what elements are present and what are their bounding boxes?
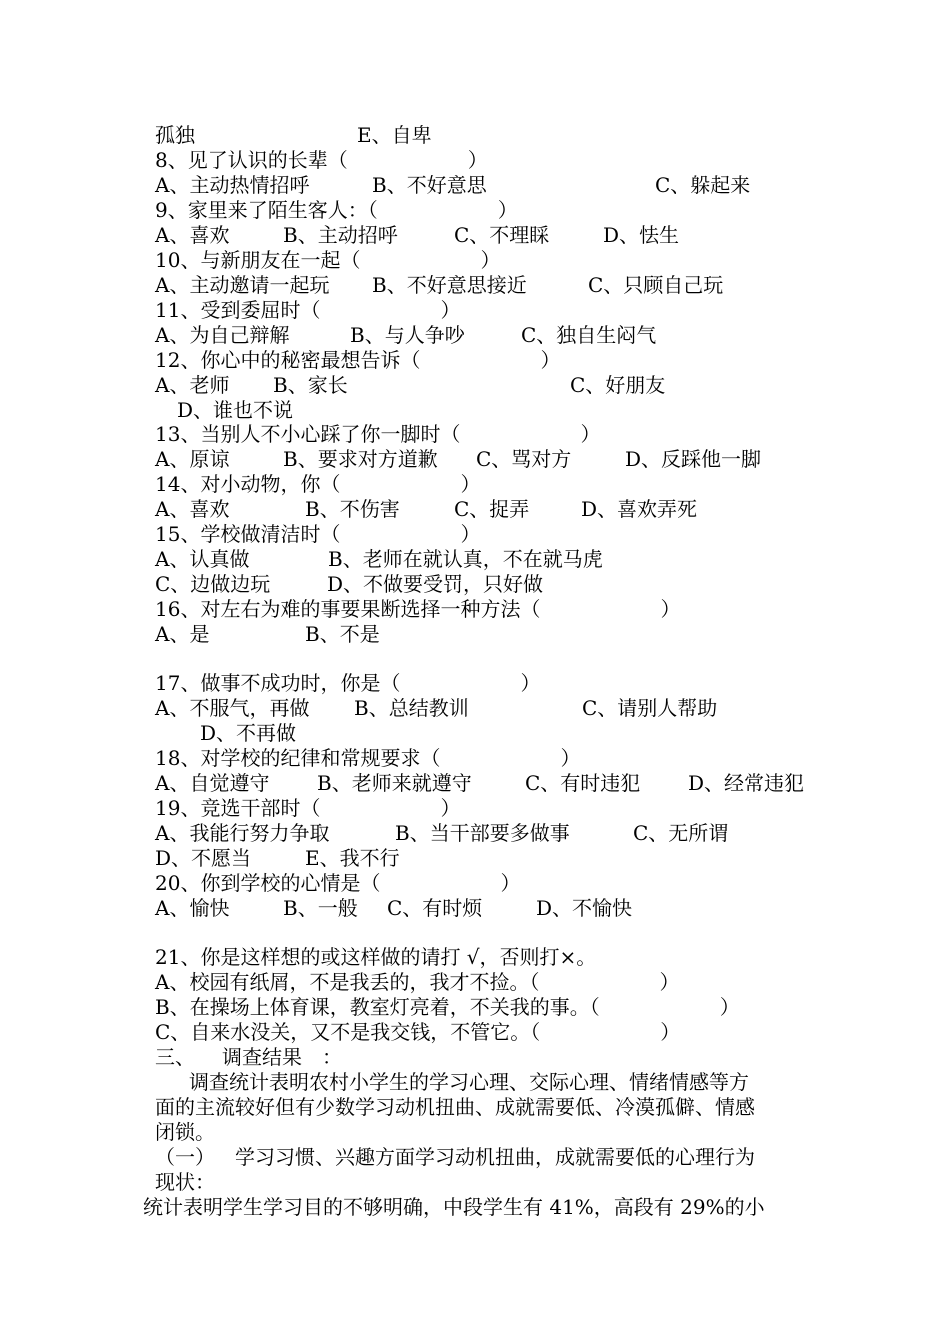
option-text: 孤独 — [155, 123, 195, 147]
option-text: A、主动邀请一起玩 — [155, 273, 330, 297]
option-text: D、不做要受罚，只好做 — [327, 572, 544, 596]
option-text: C、只顾自己玩 — [588, 273, 724, 297]
paragraph-text: 面的主流较好但有少数学习动机扭曲、成就需要低、冷漠孤僻、情感 — [155, 1095, 755, 1119]
option-text: C、捉弄 — [454, 497, 530, 521]
option-text: A、认真做 — [155, 547, 250, 571]
question-text: 10、与新朋友在一起（ ） — [155, 248, 501, 272]
section-number: 三、 — [155, 1045, 195, 1069]
option-text: C、自来水没关，又不是我交钱，不管它。（ ） — [155, 1020, 681, 1044]
subsection-title: 学习习惯、兴趣方面学习动机扭曲，成就需要低的心理行为 — [235, 1145, 755, 1169]
option-text: B、老师来就遵守 — [317, 771, 472, 795]
option-text: C、不理睬 — [454, 223, 550, 247]
section-title: 调查结果 ： — [222, 1045, 342, 1069]
option-text: C、躲起来 — [655, 173, 751, 197]
option-text: B、在操场上体育课，教室灯亮着，不关我的事。（ ） — [155, 995, 740, 1019]
option-text: A、自觉遵守 — [155, 771, 270, 795]
option-text: B、不伤害 — [305, 497, 400, 521]
option-text: A、喜欢 — [155, 497, 230, 521]
question-text: 16、对左右为难的事要果断选择一种方法（ ） — [155, 597, 681, 621]
question-text: 9、家里来了陌生客人：（ ） — [155, 198, 518, 222]
option-text: B、不好意思接近 — [372, 273, 527, 297]
option-text: D、不愉快 — [536, 896, 633, 920]
option-text: A、原谅 — [155, 447, 230, 471]
option-text: A、为自己辩解 — [155, 323, 290, 347]
question-text: 18、对学校的纪律和常规要求（ ） — [155, 746, 581, 770]
option-text: C、有时烦 — [387, 896, 483, 920]
question-text: 14、对小动物，你（ ） — [155, 472, 481, 496]
option-text: A、我能行努力争取 — [155, 821, 330, 845]
option-text: A、是 — [155, 622, 210, 646]
option-text: D、谁也不说 — [177, 398, 294, 422]
question-text: 12、你心中的秘密最想告诉（ ） — [155, 348, 561, 372]
option-text: B、当干部要多做事 — [395, 821, 570, 845]
option-text: A、主动热情招呼 — [155, 173, 310, 197]
option-text: C、有时违犯 — [525, 771, 641, 795]
option-text: B、家长 — [273, 373, 348, 397]
paragraph-text: 调查统计表明农村小学生的学习心理、交际心理、情绪情感等方 — [189, 1070, 749, 1094]
question-text: 20、你到学校的心情是（ ） — [155, 871, 521, 895]
subsection-number: （一） — [155, 1145, 215, 1169]
option-text: B、总结教训 — [354, 696, 469, 720]
question-text: 15、学校做清洁时（ ） — [155, 522, 481, 546]
question-text: 19、竞选干部时（ ） — [155, 796, 461, 820]
option-text: A、喜欢 — [155, 223, 230, 247]
option-text: A、校园有纸屑，不是我丢的，我才不捡。（ ） — [155, 970, 680, 994]
option-text: C、独自生闷气 — [521, 323, 657, 347]
option-text: C、骂对方 — [476, 447, 572, 471]
option-text: E、自卑 — [357, 123, 432, 147]
subsection-title: 现状： — [155, 1170, 215, 1194]
option-text: A、愉快 — [155, 896, 230, 920]
option-text: A、不服气，再做 — [155, 696, 310, 720]
option-text: B、不好意思 — [372, 173, 487, 197]
option-text: B、不是 — [305, 622, 380, 646]
option-text: C、请别人帮助 — [582, 696, 718, 720]
option-text: B、主动招呼 — [283, 223, 398, 247]
question-text: 21、你是这样想的或这样做的请打 √，否则打×。 — [155, 945, 597, 969]
paragraph-text: 统计表明学生学习目的不够明确，中段学生有 41%，高段有 29%的小 — [143, 1195, 765, 1219]
option-text: D、不再做 — [200, 721, 297, 745]
option-text: D、怯生 — [603, 223, 680, 247]
option-text: D、经常违犯 — [688, 771, 805, 795]
option-text: B、与人争吵 — [350, 323, 465, 347]
option-text: C、好朋友 — [570, 373, 666, 397]
question-text: 17、做事不成功时，你是（ ） — [155, 671, 541, 695]
option-text: B、老师在就认真，不在就马虎 — [328, 547, 603, 571]
option-text: C、边做边玩 — [155, 572, 271, 596]
option-text: A、老师 — [155, 373, 230, 397]
option-text: D、喜欢弄死 — [581, 497, 698, 521]
paragraph-text: 闭锁。 — [155, 1120, 215, 1144]
option-text: D、反踩他一脚 — [625, 447, 762, 471]
option-text: C、无所谓 — [633, 821, 729, 845]
option-text: D、不愿当 — [155, 846, 252, 870]
option-text: B、一般 — [283, 896, 358, 920]
question-text: 13、当别人不小心踩了你一脚时（ ） — [155, 422, 601, 446]
option-text: B、要求对方道歉 — [283, 447, 438, 471]
question-text: 11、受到委屈时（ ） — [155, 298, 461, 322]
option-text: E、我不行 — [305, 846, 400, 870]
question-text: 8、见了认识的长辈（ ） — [155, 148, 488, 172]
